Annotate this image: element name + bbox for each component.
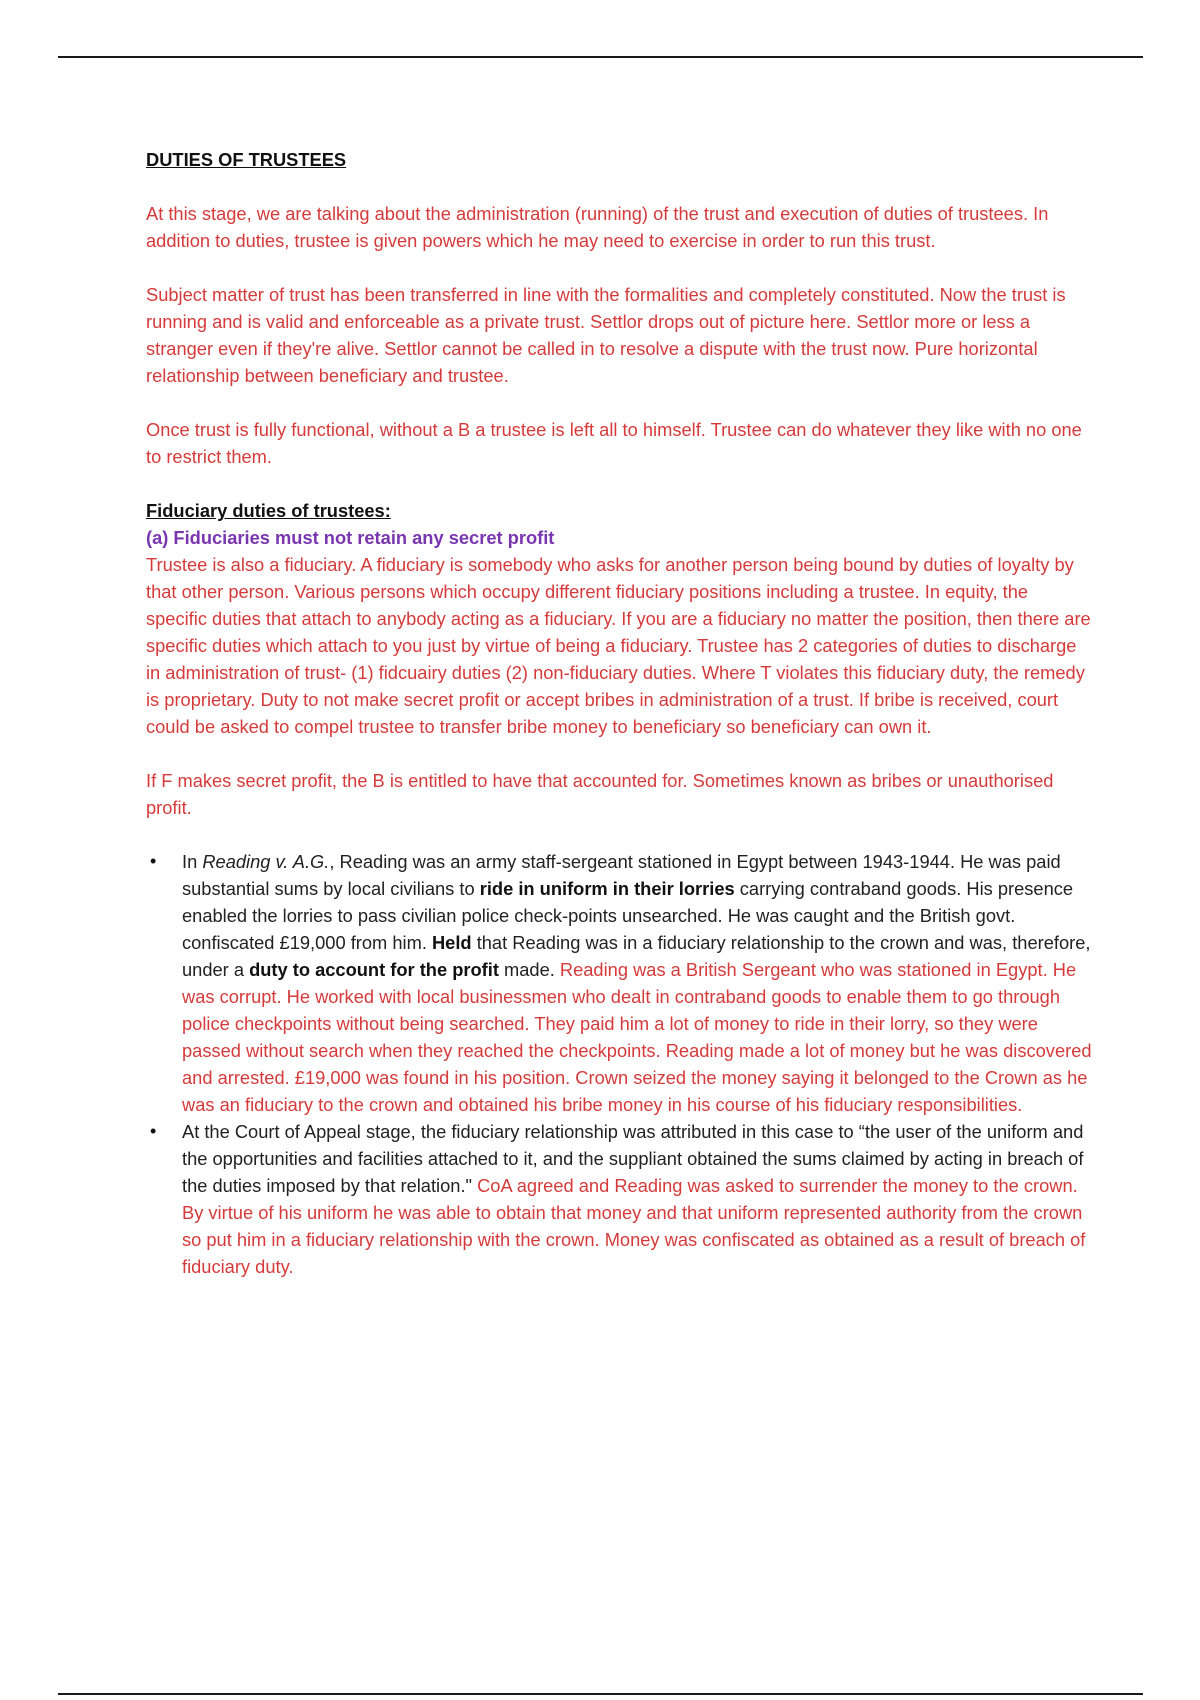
- paragraph-subject-matter: Subject matter of trust has been transferred in line with the formalities and completely constituted. Now the trust is running and is valid and enforceable as a private trust. Settlor drops out of picture here. Settlor more or less a stranger even if they're alive. Settlor cannot be called in to resolve a dispute with the trust now. Pure horizontal relationship between beneficiary and trustee.: [146, 284, 1066, 386]
- bullet2-text-1: At the Court of Appeal stage, the fiduciary relationship was attributed in this case to “the user of the uniform and the opportunities and facilities attached to it, and the suppliant obtained the sums claimed by acting in breach of the duties imposed by that relation.": [182, 1121, 1084, 1196]
- list-item: [146, 1118, 1092, 1280]
- paragraph-intro: At this stage, we are talking about the administration (running) of the trust and execution of duties of trustees. In addition to duties, trustee is given powers which he may need to exercise in order to run this trust.: [146, 203, 1049, 251]
- section-heading-fiduciary-duties: Fiduciary duties of trustees:: [146, 500, 391, 521]
- subheading-secret-profit: (a) Fiduciaries must not retain any secret profit: [146, 527, 555, 548]
- bullet1-bold-duty: duty to account for the profit: [249, 959, 499, 980]
- bullet-icon: •: [150, 1121, 157, 1141]
- document-body: [146, 146, 1092, 1280]
- bullet1-bold-1: ride in uniform in their lorries: [479, 878, 735, 899]
- bullet1-text-2: , Reading was an army staff-sergeant stationed in Egypt between 1943-1944. He was paid substantial sums by local civilians to: [182, 851, 1061, 899]
- list-item: [146, 848, 1092, 1118]
- case-bullet-list: [146, 848, 1092, 1280]
- bullet1-bold-held: Held: [431, 932, 472, 953]
- bullet1-text-5: made.: [498, 959, 560, 980]
- bullet1-text-3: carrying contraband goods. His presence enabled the lorries to pass civilian police check-points unsearched. He was caught and the British govt. confiscated £19,000 from him.: [182, 878, 1074, 953]
- bullet1-red-notes: Reading was a British Sergeant who was stationed in Egypt. He was corrupt. He worked with local businessmen who dealt in contraband goods to enable them to go through police checkpoints without being searched. They paid him a lot of money to ride in their lorry, so they were passed without search when they reached the checkpoints. Reading made a lot of money but he was discovered and arrested. £19,000 was found in his position. Crown seized the money saying it belonged to the Crown as he was an fiduciary to the crown and obtained his bribe money in his course of his fiduciary responsibilities.: [182, 959, 1092, 1115]
- paragraph-trustee-fiduciary: Trustee is also a fiduciary. A fiduciary is somebody who asks for another person being bound by duties of loyalty by that other person. Various persons which occupy different fiduciary positions including a trustee. In equity, the specific duties that attach to anybody acting as a fiduciary. If you are a fiduciary no matter the position, then there are specific duties which attach to you just by virtue of being a fiduciary. Trustee has 2 categories of duties to discharge in administration of trust- (1) fidcuairy duties (2) non-fiduciary duties. Where T violates this fiduciary duty, the remedy is proprietary. Duty to not make secret profit or accept bribes in administration of a trust. If bribe is received, court could be asked to compel trustee to transfer bribe money to beneficiary so beneficiary can own it.: [146, 554, 1091, 737]
- bullet1-text-1: In: [182, 851, 203, 872]
- top-rule: [58, 56, 1143, 58]
- page-title: DUTIES OF TRUSTEES: [146, 149, 347, 170]
- case-name: Reading v. A.G.: [202, 851, 330, 872]
- bullet1-text-4: that Reading was in a fiduciary relationship to the crown and was, therefore, under a: [182, 932, 1091, 980]
- bullet-icon: •: [150, 851, 157, 871]
- paragraph-fully-functional: Once trust is fully functional, without a B a trustee is left all to himself. Trustee can do whatever they like with no one to restrict them.: [146, 419, 1082, 467]
- bullet2-red-notes: CoA agreed and Reading was asked to surrender the money to the crown. By virtue of his uniform he was able to obtain that money and that uniform represented authority from the crown so put him in a fiduciary relationship with the crown. Money was confiscated as obtained as a result of breach of fiduciary duty.: [182, 1175, 1086, 1277]
- bottom-rule: [58, 1693, 1143, 1695]
- paragraph-secret-profit: If F makes secret profit, the B is entitled to have that accounted for. Sometimes known as bribes or unauthorised profit.: [146, 770, 1054, 818]
